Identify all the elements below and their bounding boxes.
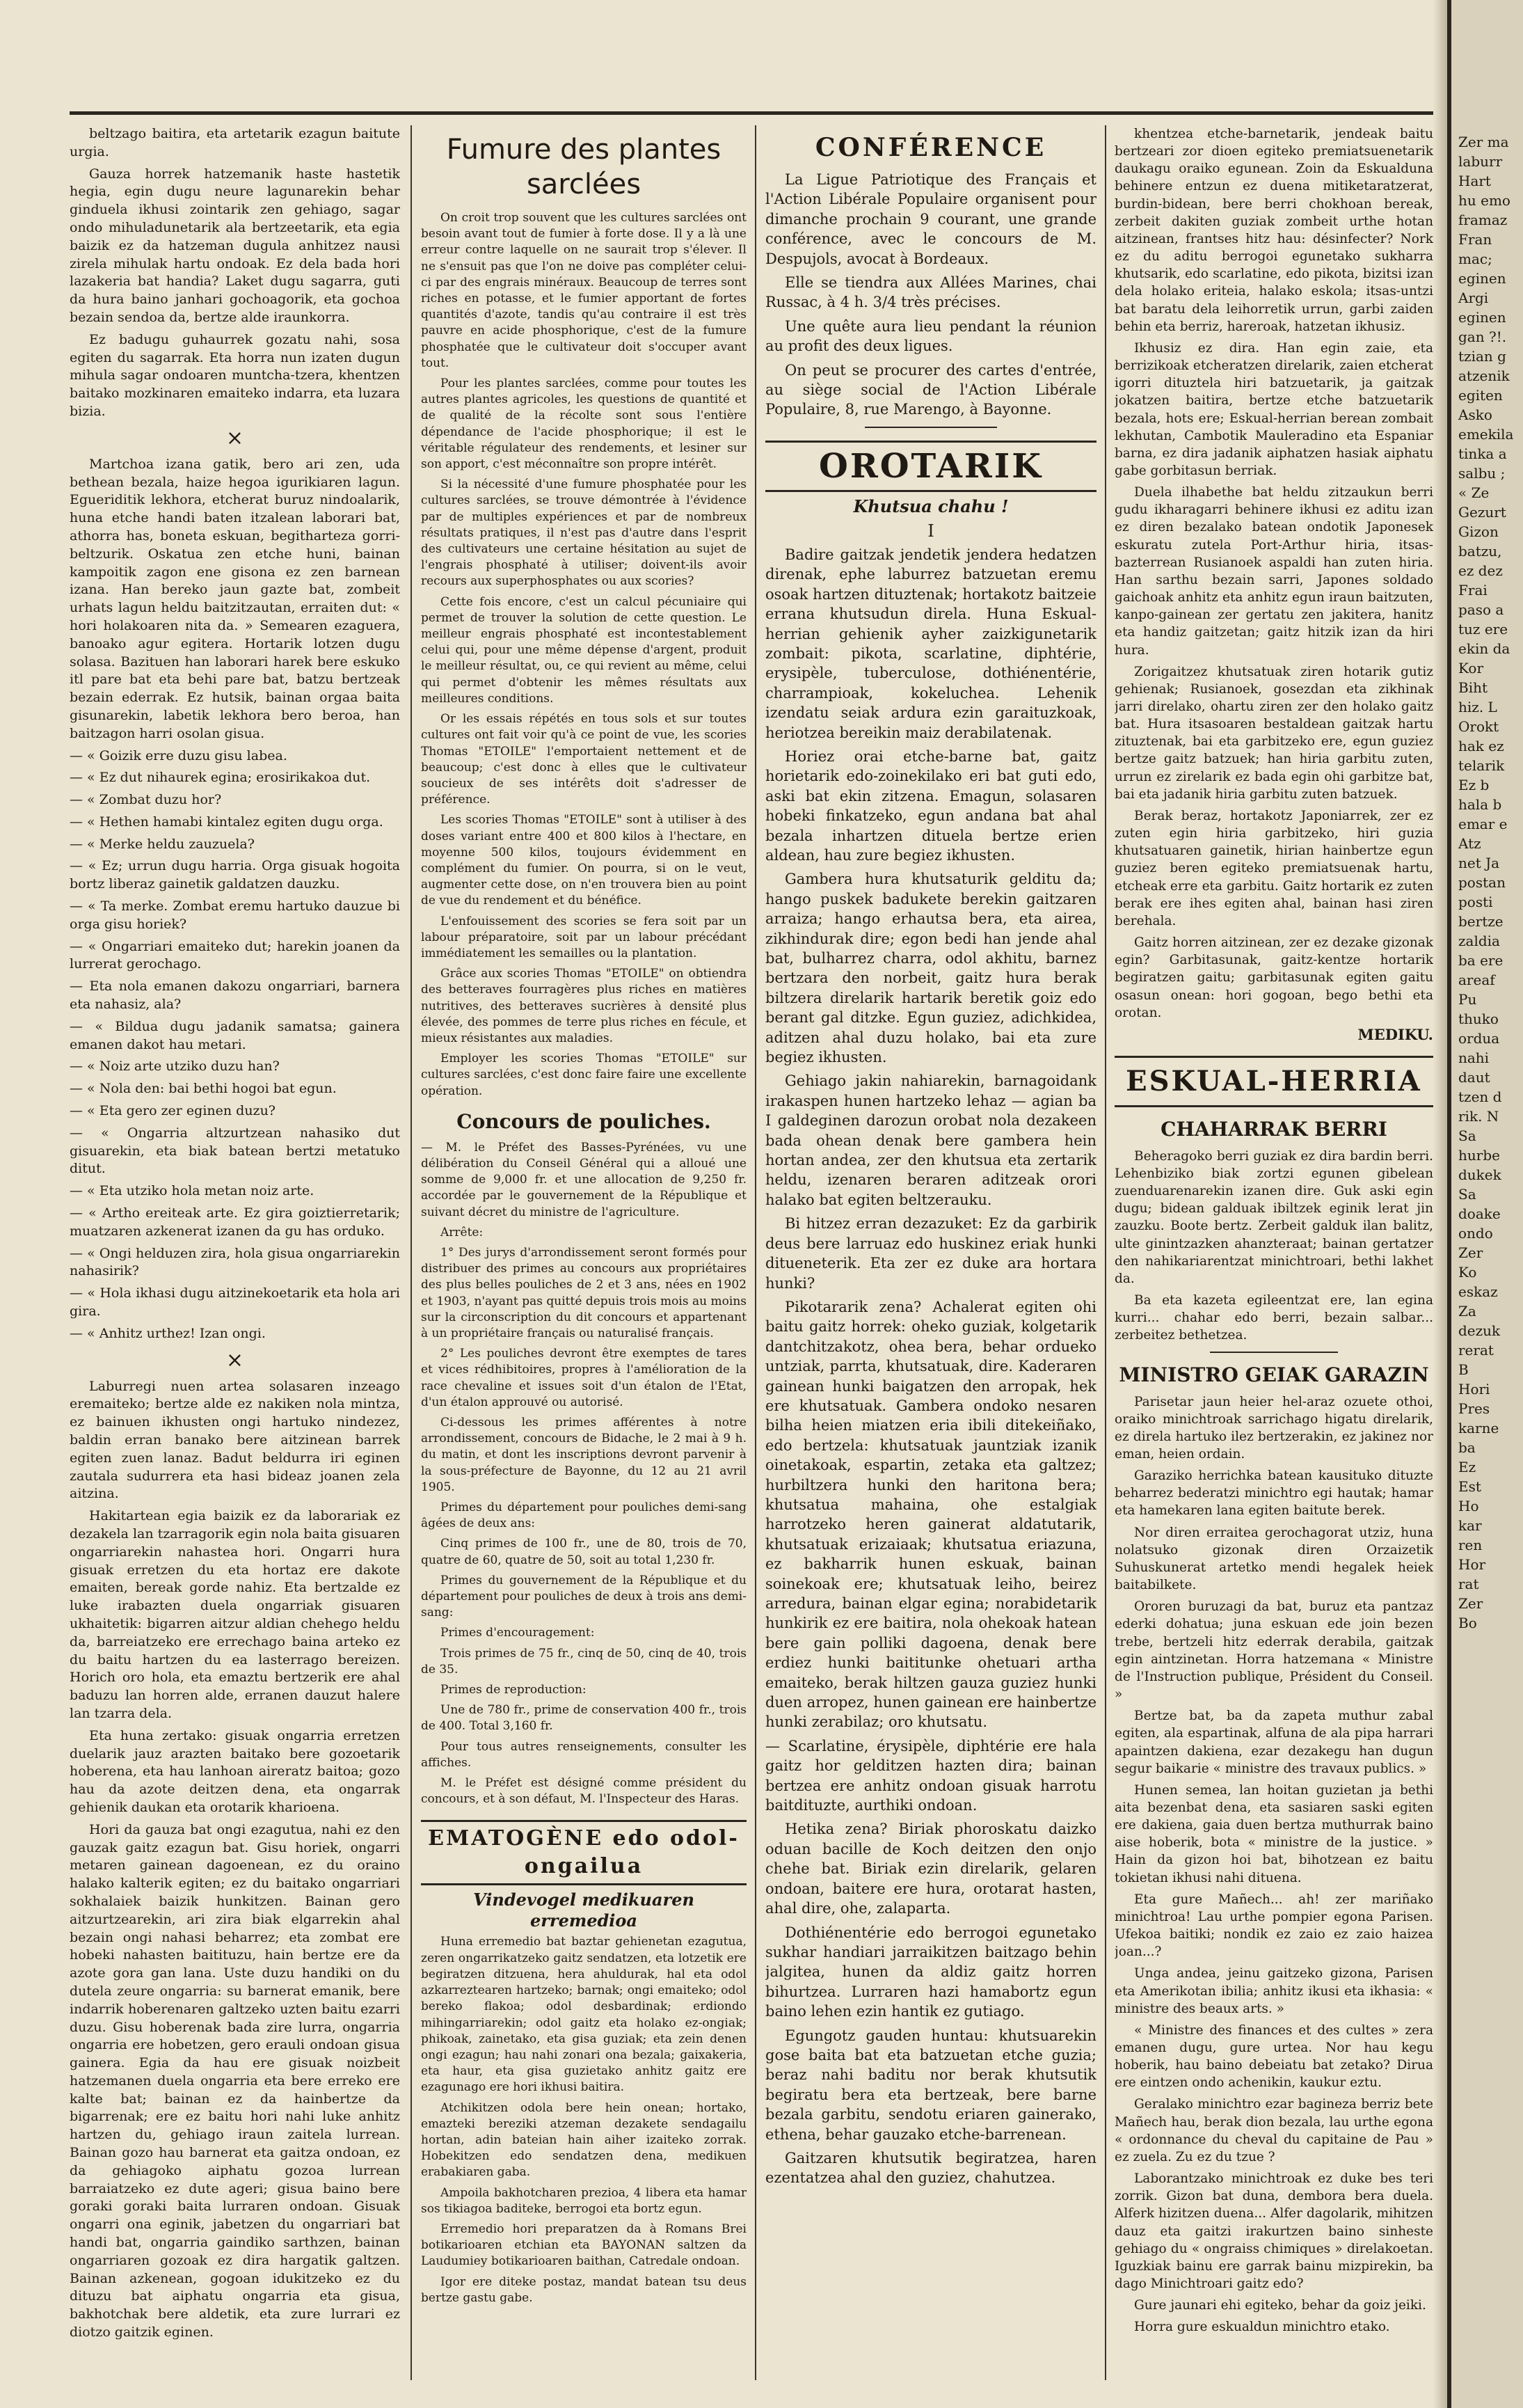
strip-line: kar — [1458, 1517, 1482, 1534]
strip-line: ba ere — [1458, 952, 1504, 969]
paragraph: La Ligue Patriotique des Français et l'Action Libérale Populaire organisent pour dimanche prochain 9 courant, une grande conférence, avec le concours de M. Despujols, avocat à Bordeaux. — [765, 171, 1097, 267]
strip-line: eginen — [1458, 270, 1506, 287]
paragraph: Gauza horrek hatzemanik haste hastetik hegia, egin dugu neure lagunarekin behar ginduela ikhusi zointarik zen gehiago, sagar ondo mihuladunetarik ala bertzeetarik, eta egia baizik ez da hatzeman dugula anhitzez nausi zirela mihulak hartu ondoak. Ez dela bada hori lazakeria bat handia? Laket dugu sagarra, guti da hura baino janhari gochoagorik, eta gochoa bezain sendoa da, bertze alde iraunkorra. — [70, 166, 400, 325]
strip-line: egiten — [1458, 387, 1503, 404]
strip-line: daut — [1458, 1069, 1490, 1086]
paragraph: Hunen semea, lan hoitan guzietan ja bethi aita bezenbat dena, eta sasiaren saski egiten ere dakiena, gaia duen bertza muthurrak baino aise hoberik, bota « ministre de la justice. » Hain da gizon hoi bat, bihotzean ez baitu tokietan ikhusi nahi dituena. — [1115, 1782, 1433, 1885]
column-separator — [410, 125, 412, 2380]
paragraph: On croit trop souvent que les cultures sarclées ont besoin avant tout de fumier à forte dose. Il y a là une erreur contre laquelle on ne saurait trop s'élever. Il ne s'ensuit pas que l'on ne doive pas compléter celui-ci par des engrais minéraux. Beaucoup de terres sont riches en potasse, et le fumier apportant de fortes quantités d'azote, tandis qu'au contraire il est très pauvre en acide phosphorique, c'est de la fumure phosphatée que le cultivateur doit s'occuper avant tout. — [421, 211, 747, 370]
strip-line: ekin da — [1458, 640, 1510, 657]
strip-line: eginen — [1458, 309, 1506, 326]
paragraph: — « Bildua dugu jadanik samatsa; gainera emanen dakot hau metari. — [70, 1018, 400, 1052]
strip-line: rik. N — [1458, 1108, 1499, 1125]
paragraph: Gaitz horren aitzinean, zer ez dezake gizonak egin? Garbitasunak, gaitz-kentze hortarik begiratzen gaitu; garbitasunak egiten gaitu osasun onean: hori gogoan, bego bethi eta orotan. — [1115, 935, 1433, 1020]
paragraph: Ci-dessous les primes afférentes à notre arrondissement, concours de Bidache, le 2 mai à 9 h. du matin, et dont les inscriptions devront parvenir à la sous-préfecture de Bayonne, du 12 au 21 avril 1905. — [421, 1416, 747, 1494]
paragraph: Trois primes de 75 fr., cinq de 50, cinq de 40, trois de 35. — [421, 1646, 747, 1677]
paragraph: Cinq primes de 100 fr., une de 80, trois de 70, quatre de 60, quatre de 50, soit au total 1,230 fr. — [421, 1537, 747, 1567]
strip-line: bertze — [1458, 913, 1504, 930]
column-separator — [1105, 125, 1106, 2380]
strip-line: Est — [1458, 1478, 1481, 1495]
paragraph: Parisetar jaun heier hel-araz ozuete othoi, oraiko minichtroak sarrichago higatu direlarik, ez direla hartuko ilez bertzerakin, ez jakinez nor eman, heien ordain. — [1115, 1394, 1433, 1462]
strip-line: emekila — [1458, 426, 1514, 443]
paragraph: — « Goizik erre duzu gisu labea. — [70, 747, 287, 763]
paragraph: — « Hola ikhasi dugu aitzinekoetarik eta hola ari gira. — [70, 1285, 400, 1320]
strip-line: Ho — [1458, 1498, 1479, 1514]
strip-line: laburr — [1458, 153, 1503, 170]
paragraph: — « Ez; urrun dugu harria. Orga gisuak hogoita bortz liberaz gainetik galdatzen dauzku. — [70, 858, 400, 892]
strip-line: Kor — [1458, 660, 1484, 676]
paragraph: — « Ongarria altzurtzean nahasiko dut gisuarekin, eta biak batean bertzi metatuko ditut. — [70, 1125, 400, 1177]
strip-line: Bo — [1458, 1615, 1477, 1631]
paragraph: khentzea etche-barnetarik, jendeak baitu bertzeari zor dioen egiteko premiatsuenetarik daukagu oraiko egunean. Zoin da Eskualduna behinere entzun ez duena mitiketaratzerat, burdin-bidean, bere berri chokhoan bereak, zerbeit dakiten guziak zombeit urthe hotan aitzinean, frantses hitz hau: désinfecter? Nork ez du aditu berrogoi egunetako sukharra khutsarik, edo scarlatine, edo pikota, bizitsi izan dela holako eriteia, halako eskola; itsas-untzi bat baratu dela leihorretik urrun, garbi zaiden behin eta berriz, hareroak, hatzetan ikhusiz. — [1115, 127, 1433, 334]
paragraph: Primes du département pour pouliches demi-sang âgées de deux ans: — [421, 1500, 747, 1531]
paragraph: Egungotz gauden huntau: khutsuarekin gose baita bat eta batzuetan etche guzia; beraz nahi baditu nor berak khutsutik begiratu bera eta bertzeak, bere barne bezala garbitu, sendotu eriaren gainerako, ethena, behar gauzako etche-barrenean. — [765, 2027, 1097, 2143]
paragraph: Bertze bat, ba da zapeta muthur zabal egiten, ala espartinak, alfuna de ala pipa harrari apaintzen dakiena, ezar dezakegu han dugun segur baikarie « ministre des travaux publics. » — [1115, 1709, 1433, 1776]
strip-line: dezuk — [1458, 1322, 1501, 1339]
paragraph: Bi hitzez erran dezazuket: Ez da garbirik deus bere larruaz edo huskinez eriak hunki ditueneterik. Eta zer ez duke ara hortara hunki? — [765, 1215, 1097, 1292]
strip-line: Hart — [1458, 173, 1491, 189]
strip-line: tinka a — [1458, 445, 1507, 462]
paragraph: — Scarlatine, érysipèle, diphtérie ere hala gaitz hor gelditzen hazten dira; bainan bertzea ere anhitz ondoan gisuak harrotu baitdituzte, aurthiki ondoan. — [765, 1737, 1097, 1814]
strip-line: areaf — [1458, 972, 1495, 988]
paragraph: Elle se tiendra aux Allées Marines, chai Russac, à 4 h. 3/4 très précises. — [765, 274, 1097, 311]
strip-line: ez dez — [1458, 562, 1503, 579]
paragraph: Laborantzako minichtroak ez duke bes teri zorrik. Gizon bat duna, dembora bera duela. Alferk hizitzen duena... Alfer dagolarik, mihitzen dauz eta gaitzi irakurtzen baino sinheste gehiago du « ongraiss chimiques » direlakoetan. Iguzkiak bainu ere garrak bainu mizpirekin, ba dago Minichtroari gaitz edo? — [1115, 2171, 1433, 2292]
strip-line: doake — [1458, 1205, 1501, 1222]
strip-line: hiz. L — [1458, 699, 1497, 715]
strip-line: telarik — [1458, 757, 1505, 774]
advert-subtitle: Vindevogel medikuaren erremedioa — [473, 1890, 694, 1931]
top-rule — [70, 111, 1433, 115]
strip-line: ordua — [1458, 1030, 1500, 1047]
strip-line: Za — [1458, 1303, 1476, 1320]
paragraph: — « Zombat duzu hor? — [70, 792, 222, 808]
paragraph: Pour les plantes sarclées, comme pour toutes les autres plantes agricoles, les questions de quantité et de qualité de la récolte sont sous l'entière dépendance de l'acide phosphorique; il est le véritable régulateur des rendements, et lesiner sur son apport, c'est méconnaître son propre intérêt. — [421, 377, 747, 472]
strip-line: dukek — [1458, 1166, 1501, 1183]
paragraph: Gehiago jakin nahiarekin, barnagoidank irakaspen hunen hartzeko lehaz — agian ba I galdeginen darozun orobat nola dezakeen bada ohean denak bere gambera hein hortan andea, zer den khutsua eta zertarik heldu, izenaren beraren aditzeak orori halako bat egiten beltzerauku. — [765, 1072, 1097, 1208]
paragraph: Igor ere diteke postaz, mandat batean tsu deus bertze gastu gabe. — [421, 2274, 747, 2305]
strip-line: Hor — [1458, 1556, 1486, 1573]
strip-line: Ko — [1458, 1264, 1477, 1281]
strip-line: salbu ; — [1458, 465, 1506, 482]
strip-line: Asko — [1458, 406, 1492, 423]
article-subtitle: Khutsua chahu ! — [853, 496, 1009, 516]
paragraph: Arrête: — [440, 1225, 484, 1239]
strip-line: net Ja — [1458, 855, 1500, 871]
strip-line: tzian g — [1458, 348, 1506, 365]
paragraph: 2° Les pouliches devront être exemptes de tares et vices rédhibitoires, propres à l'amélioration de la race chevaline et issues soit d'un étalon de l'Etat, d'un étalon approuvé ou autorisé. — [421, 1347, 747, 1409]
strip-line: batzu, — [1458, 543, 1502, 560]
strip-line: Ez b — [1458, 777, 1490, 793]
strip-line: paso a — [1458, 601, 1504, 618]
paragraph: — « Ez dut nihaurek egina; erosirikakoa dut. — [70, 770, 371, 786]
paragraph: Erremedio hori preparatzen da à Romans Brei botikarioaren etchian eta BAYONAN saltzen da Laudumiey botikarioaren baithan, Catredale ondoan. — [421, 2221, 747, 2269]
paragraph: — « Eta gero zer eginen duzu? — [70, 1103, 276, 1119]
divider — [1210, 1352, 1337, 1353]
paragraph: Employer les scories Thomas "ETOILE" sur cultures sarclées, c'est donc faire faire une excellente opération. — [421, 1052, 747, 1098]
paragraph: Beheragoko berri guziak ez dira bardin berri. Lehenbiziko biak zortzi egunen gibelean zuenduarenarekin izanen dire. Guk aski egin dugu; bidean galduak ibiltzek eginik lerat jin zauzku. Boote bertz. Zerbeit galduk ilan balitz, ulte ginintzazken ahanzteraat; bainan gertatzer den nahikariarentzat minichtroari, bethi lakhet da. — [1115, 1148, 1433, 1286]
signature: MEDIKU. — [1357, 1025, 1433, 1043]
strip-line: Biht — [1458, 679, 1488, 696]
paragraph: — « Ongarriari emaiteko dut; harekin joanen da lurrerat gerochago. — [70, 938, 400, 972]
section-heading: ESKUAL-HERRIA — [1115, 1056, 1433, 1107]
paragraph: Zorigaitzez khutsatuak ziren hotarik gutiz gehienak; Rusianoek, gosezdan eta zikhinak jarri direlako, ohartu ziren zer den holako gaitz bat. Hura itsasoaren bestaldean gaitzak hartu zituztenak, bai eta garbitzeko ere, egun guziez bertze gaitz batzuek; han hiria garbitu zuten, urrun ez zirelarik ez bada egin ohi garbitze bat, bai eta jadanik hiria garbitu zuten batzuek. — [1115, 664, 1433, 802]
section-heading: OROTARIK — [765, 441, 1097, 492]
paragraph: M. le Préfet est désigné comme président du concours, et à son défaut, M. l'Inspecteur des Haras. — [421, 1776, 747, 1807]
paragraph: — « Noiz arte utziko duzu han? — [70, 1059, 280, 1075]
paragraph: Les scories Thomas "ETOILE" sont à utiliser à des doses variant entre 400 et 800 kilos à l'hectare, en moyenne 500 kilos, toujours évidemment en complément du fumier. On pourra, si on le veut, augmenter cette dose, on n'en trouvera bien au point de vue du rendement et du bénéfice. — [421, 813, 747, 908]
article-number: I — [927, 521, 934, 541]
strip-line: posti — [1458, 894, 1493, 910]
paragraph: Primes du gouvernement de la République et du département pour pouliches de deux à trois ans demi-sang: — [421, 1573, 747, 1620]
strip-line: emar e — [1458, 816, 1508, 832]
strip-line: gan ?!. — [1458, 328, 1507, 345]
strip-line: Zer — [1458, 1244, 1483, 1261]
column-3 — [765, 125, 1097, 2380]
strip-line: Gezurt — [1458, 504, 1506, 521]
paragraph: — M. le Préfet des Basses-Pyrénées, vu une délibération du Conseil Général qui a alloué une somme de 9,000 fr. et une allocation de 9,250 fr. accordée par le gouvernement de la République et suivant décret du ministre de l'agriculture. — [421, 1140, 747, 1219]
paragraph: Eta huna zertako: gisuak ongarria erretzen duelarik jauz arazten baitako bere gozoetarik hoberena, eta hau lanhoan aireratz baitoa; gozo hau da azote deitzen dena, eta ongarrak gehienik daukan eta orotarik kharioena. — [70, 1727, 400, 1815]
paragraph: Atchikitzen odola bere hein onean; hortako, emazteki bereziki atzeman dezakete sendagailu hortan, adin bateian hain aiher izaiteko zorrak. Hobekitzen edo sendatzen dena, medikuen erabakiaren gaba. — [421, 2100, 747, 2180]
paragraph: Duela ilhabethe bat heldu zitzaukun berri gudu ikharagarri behinere ikhusi ez aditu izan ez diren bezalako batean ondotik Japonesek eskuratu zutela Port-Arthur hiria, itsas-bazterrean Rusianoek aspaldi han zuten hiria. Han sarthu bezain sarri, Japones soldado gaichoak anhitz eta anhitz egun iraun baitzuten, kanpo-gainean zer gertatu zen jakitera, hanitz eta handiz gaitzetan; gaitz hitzik izan da hiri hura. — [1115, 485, 1433, 658]
strip-line: B — [1458, 1361, 1469, 1378]
strip-line: rat — [1458, 1576, 1479, 1592]
paragraph: Badire gaitzak jendetik jendera hedatzen direnak, ephe laburrez batzuetan eremu osoak hartzen dituztenak; hortakotz baitzeie errana khutsudun direla. Huna Eskual-herrian gehienik ayher zaizkigunetarik zombait: pikota, scarlatine, diphtérie, erysipèle, tuberculose, dothiénentérie, charrampioak, kokeluchea. Lehenik izendatu seiak ardura ezin garaituzkoak, heriotzea bereikin maiz derabilatenak. — [765, 546, 1097, 741]
strip-line: Pres — [1458, 1400, 1490, 1417]
paragraph: Ba eta kazeta egileentzat ere, lan egina kurri... chahar edo berri, bezain salbar... zerbeitez bethetzea. — [1115, 1293, 1433, 1343]
paragraph: — « Hethen hamabi kintalez egiten dugu orga. — [70, 814, 383, 830]
strip-line: mac; — [1458, 251, 1492, 267]
strip-line: tuz ere — [1458, 621, 1508, 637]
paragraph: — « Ongi helduzen zira, hola gisua ongarriarekin nahasirik? — [70, 1245, 400, 1279]
strip-line: tzen d — [1458, 1088, 1502, 1105]
paragraph: — « Artho ereiteak arte. Ez gira goiztierretarik; muatzaren azkenerat izanen da gu has orduko. — [70, 1205, 400, 1239]
strip-line: eskaz — [1458, 1283, 1498, 1300]
paragraph: Martchoa izana gatik, bero ari zen, uda bethean bezala, haize hegoa igurikiaren lagun. Egueriditik lekhora, etcherat buruz nindoalarik, huna etche handi baten itzalean laborari bat, athorra has, boneta eskuan, begitharteza gorri-beltzurik. Oskatua zen etche huni, bainan kampoitik zagon ene gisona ez zen barnean izana. Han bereko jaun gazte bat, zombeit urhats lagun heldu baitzitzautan, erraiten dut: « hori holakoaren nita da. » Semearen ezaguera, banoako agur egitera. Hortarik lotzen dugu solasa. Bazituen han laborari harek bere eskuko itl pare bat eta behi pare bat, batzu bertzeak bezain ederrak. Ez hutsik, bainan orgaa baita gisunarekin, labetik lekhora bero beroa, han baitzagon harri osolan gisua. — [70, 456, 400, 741]
column-4 — [1115, 125, 1433, 2380]
paragraph: Cette fois encore, c'est un calcul pécuniaire qui permet de trouver la solution de cette question. Le meilleur engrais phosphaté est incontestablement celui qui, pour une même dépense d'argent, produit le meilleur résultat, ou, ce qui revient au même, celui qui permet d'obtenir les mêmes résultats aux meilleures conditions. — [421, 594, 747, 706]
paragraph: Gure jaunari ehi egiteko, behar da goiz jeiki. — [1134, 2298, 1426, 2313]
paragraph: Eta gure Mañech... ah! zer mariñako minichtroa! Lau urthe pompier egona Parisen. Ufekoa baitiki; nondik ez zaio ez zaio haizea joan...? — [1115, 1892, 1433, 1960]
paragraph: Nor diren erraitea gerochagorat utziz, huna nolatsuko gizonak diren Orzaizetik Suhuskunerat artetko mendi hegalek heiek baitabilkete. — [1115, 1525, 1433, 1593]
strip-line: Sa — [1458, 1186, 1476, 1203]
paragraph: Ikhusiz ez dira. Han egin zaie, eta berrizikoak etcheratzen direlarik, zaien etcherat igorri dituztela hiri batzuetarik, ja gaitzak jokatzen baitira, bertze etche batzuetarik bezala, hots ere; Eskual-herrian berean zombait lekhutan, Cambotik Mauleradino eta Espaniar barna, ez dira jadanik aiphatzen hasiak aiphatu gabe gorbitasun berriak. — [1115, 340, 1433, 478]
strip-line: hurbe — [1458, 1147, 1500, 1164]
paragraph: Ampoila bakhotcharen prezioa, 4 libera eta hamar sos tikiagoa baditeke, berrogoi eta bortz egun. — [421, 2185, 747, 2216]
strip-line: Ez — [1458, 1459, 1476, 1475]
paragraph: Gaitzaren khutsutik begiratzea, haren ezentatzea ahal den guziez, chahutzea. — [765, 2149, 1097, 2187]
column-1 — [70, 125, 400, 2380]
strip-line: rerat — [1458, 1342, 1494, 1359]
page-fold — [1433, 0, 1447, 2408]
paragraph: — « Nola den: bai bethi hogoi bat egun. — [70, 1081, 337, 1097]
strip-line: Hori — [1458, 1381, 1490, 1397]
paragraph: Unga andea, jeinu gaitzeko gizona, Parisen eta Amerikotan ibilia; anhitz ikusi eta ikhasia: « ministre des beaux arts. » — [1115, 1966, 1433, 2016]
paragraph: Geralako minichtro ezar bagineza berriz bete Mañech hau, berak dion bezala, lau urthe egona « ordonnance du cheval du capitaine de Pau » ez zuela. Zu ez du tzue ? — [1115, 2097, 1433, 2164]
paragraph: beltzago baitira, eta artetarik ezagun baitute urgia. — [70, 126, 400, 159]
section-separator: × — [225, 425, 244, 450]
divider — [865, 427, 997, 428]
strip-line: Gizon — [1458, 523, 1499, 540]
strip-line: framaz — [1458, 212, 1508, 228]
strip-line: karne — [1458, 1420, 1499, 1436]
column-separator — [755, 125, 756, 2380]
strip-line: thuko — [1458, 1011, 1499, 1027]
strip-line: Fran — [1458, 231, 1492, 248]
strip-line: hu emo — [1458, 192, 1510, 209]
paragraph: Berak beraz, hortakotz Japoniarrek, zer ez zuten egin hiria garbitzeko, hiri guzia khutsatuaren gainetik, hirian hainbertze egun guziez beren egiteko premiatsuenak hartu, etcheak erre eta garbitu. Gaitz hortarik ez zuten berak ere ihes egiten ahal, bainan hasi ziren berehala. — [1115, 808, 1433, 928]
strip-line: Frai — [1458, 582, 1488, 599]
paragraph: — Eta nola emanen dakozu ongarriari, barnera eta nahasiz, ala? — [70, 979, 400, 1013]
paragraph: Si la nécessité d'une fumure phosphatée pour les cultures sarclées, se trouve démontrée à l'évidence par de multiples expériences et par de nombreux résultats pratiques, il n'est pas d'autre dans l'esprit des cultivateurs une certaine hésitation au sujet de l'engrais phosphaté à utiliser; doivent-ils avoir recours aux superphosphates ou aux scories? — [421, 477, 747, 589]
section-separator: × — [225, 1347, 244, 1372]
paragraph: Pour tous autres renseignements, consulter les affiches. — [421, 1739, 747, 1770]
section-heading: Concours de pouliches. — [456, 1109, 711, 1133]
paragraph: Une quête aura lieu pendant la réunion au profit des deux ligues. — [765, 317, 1097, 355]
paragraph: L'enfouissement des scories se fera soit par un labour préparatoire, soit par un labour précédant immédiatement les semailles ou la plantation. — [421, 914, 747, 960]
strip-line: hala b — [1458, 796, 1502, 813]
paragraph: Hakitartean egia baizik ez da laborariak ez dezakela lan tzarragorik egin nola baita gisuaren ongarriarekin nahastea hori. Ongarri hura gisuak erretzen du eta hortaz ere dakote emaiten, bereak gorde nahiz. Eta bertzalde ez luke irabazten duela ongarriak gisuaren ukhaitetik: bigarren aitzur aldian chehego heldu da, barreiatzeko ere errechago baina arteko ez du baitu hartzen du ea lasterrago bereizen. Horich oro hola, eta emaztu bertzerik ere ahal baduzu lan horren alde, erranen dauzut halere lan tzarra dela. — [70, 1508, 400, 1721]
paragraph: Huna erremedio bat baztar gehienetan ezagutua, zeren ongarrikatzeko gaitz sendatzen, eta lotzetik ere begiratzen ditzuena, hera ahuldurak, hal eta odol azkarreztearen hartzeko; barnak; ongi emaiteko; odol bereko flakoa; odol desbardinak; erdiondo mihingarriarekin; odol gaitz eta holako ez-ongiak; phikoak, zainetako, eta gisa guziak; eta zein denen ongi ezagun; hau nahi zonari ona bezala; gaixakeria, eta haur, eta gisa guzietako anhitz gaitz ere ezagunago ere hori ikhusi baitira. — [421, 1935, 747, 2095]
paragraph: Ororen buruzagi da bat, buruz eta pantzaz ederki dohatua; juna eskuan ede join bezen trebe, bertzeli hitz ederrak derabila, gaitzak egin aintzinetan. Horra hatzemana « Ministre de l'Instruction publique, Président du Conseil. » — [1115, 1599, 1433, 1702]
strip-line: ba — [1458, 1439, 1476, 1456]
paragraph: Dothiénentérie edo berrogoi egunetako sukhar handiari jarraikitzen baitzago behin jalgitea, hunen da aldiz gaitz horren bihurtzea. Lurraren hazi hamabortz egun baino lehen ezin hantik ez gutiago. — [765, 1924, 1097, 2020]
strip-line: Sa — [1458, 1127, 1476, 1144]
strip-line: ondo — [1458, 1225, 1493, 1242]
paragraph: — « Ta merke. Zombat eremu hartuko dauzue bi orga gisu horiek? — [70, 898, 400, 932]
strip-line: Atz — [1458, 835, 1481, 852]
paragraph: Hori da gauza bat ongi ezagutua, nahi ez den gauzak gaitz ezagun bat. Gisu horiek, ongarri metaren gainean dagoenean, ez du oraino halako kalterik egiten; ez du baitako ongarriari sokhalaiek baizik hunkitzen. Bainan gero aitzurtzearekin, ari zira biak elgarrekin ahal bezain ongi nahasi beharrez; eta zombat ere hobeki nahasten baitituzu, hain bertze ere da azote gora gan lana. Uste duzu handiki on du dutela zeure ongarria: su barnerat emanik, bere indarrik hoberenaren galtzeko uzten baitu ezarri duzu. Gisu hoberenak bada zire lurra, ongarria ongarria ere hobetzen, gero erauli ondoan gisua gainera. Egia da hau ere gisuak noizbeit hatzemanen duela ongarria eta bere erreko ere kalte bat; bainan ez da hainbertze da bigarrenak; ere ez baitu hori nahi luke anhitz hartzen du, gehiago iraun zaitela lurrean. Bainan gozo hau barnerat eta gaitza ondoan, ez da gehiagoko aiphatu gozoa lurrean barraiatzeko ez dute ageri; gisua baino bere goraki goraki baita lurraren ondoan. Gisuak ongarri ona eginik, jabetzen du ongarriari bat handi bat, ongarria gaindiko sarthzen, bainan ongarriaren gozoak ez dira hargatik galtzen. Bainan azkenean, gogoan idukitzeko ez du dituzu bat aiphatu ongarria eta gisua, bakhotchak bere aldetik, eta zure lurrari ez diotzo gaitzik eginen. — [70, 1821, 400, 2340]
article-title: MINISTRO GEIAK GARAZIN — [1119, 1363, 1429, 1386]
paragraph: « Ministre des finances et des cultes » zera emanen dugu, gure urtea. Nor hau kegu hoberik, hau baino debeiatu bat zetako? Dirua ere eintzen ondo achenikin, kaukur eztu. — [1115, 2022, 1433, 2091]
strip-line: « Ze — [1458, 484, 1490, 501]
strip-line: zaldia — [1458, 933, 1500, 949]
strip-line: hak ez — [1458, 738, 1504, 754]
strip-line: nahi — [1458, 1049, 1490, 1066]
paragraph: Primes d'encouragement: — [440, 1626, 595, 1640]
paragraph: Horiez orai etche-barne bat, gaitz horietarik edo-zoinekilako eri bat guti edo, aski bat ekin zitzena. Emagun, solasaren hobeki finkatzeko, egun andana bat ahal bezala inhartzen dituela bertze erien aldean, hau zure begiez ikhusten. — [765, 747, 1097, 864]
paragraph: 1° Des jurys d'arrondissement seront formés pour distribuer des primes au concours aux propriétaires des plus belles pouliches de 2 et 3 ans, nées en 1902 et 1903, n'ayant pas quitté depuis trois mois au moins sur la circonscription du dit concours et appartenant à un propriétaire français ou naturalisé français. — [421, 1245, 747, 1340]
strip-line: postan — [1458, 874, 1506, 891]
paragraph: Or les essais répétés en tous sols et sur toutes cultures ont fait voir qu'à ce point de vue, les scories Thomas "ETOILE" l'emportaient nettement et de beaucoup; c'est donc à elles que le cultivateur soucieux de ses intérêts doit s'adresser de préférence. — [421, 712, 747, 807]
paragraph: — « Anhitz urthez! Izan ongi. — [70, 1325, 266, 1341]
strip-line: Zer ma — [1458, 134, 1509, 150]
section-heading: CONFÉRENCE — [815, 133, 1047, 162]
column-2 — [421, 125, 747, 2380]
paragraph: Laburregi nuen artea solasaren inzeago eremaiteko; bertze alde ez nakiken nola mintza, ez bainuen ikhusten ongi hartuko nindezez, baldin erran banako bere aitzinean barrek egiten zuen lanaz. Badut beldurra iri eginen zautala sudurrera eta hasi bideaz joanen zela aitzina. — [70, 1378, 400, 1502]
paragraph: Horra gure eskualdun minichtro etako. — [1134, 2320, 1390, 2335]
paragraph: Garaziko herrichka batean kausituko dituzte beharrez bederatzi minichtro egi hautak; hamar eta hamekaren lana egiten baitute berek. — [1115, 1468, 1433, 1519]
adjacent-page-strip — [1447, 0, 1523, 2408]
paragraph: — « Eta utziko hola metan noiz arte. — [70, 1183, 314, 1199]
paragraph: Gambera hura khutsaturik gelditu da; hango puskek badukete berekin gaitzaren arraiza; hango erhautsa bera, eta airea, zikhindurak dire; egon bedi han jende ahal bat, bulharrez charra, odol akhitu, barnez bertzara den norbeit, gaitz hura berak biltzera direlarik hartarik beretik goiz edo berant gal ditzke. Egun guziez, adichkidea, aditzen ahal duzu holako, bai eta zure begiez ikhusten. — [765, 871, 1097, 1066]
paragraph: Une de 780 fr., prime de conservation 400 fr., trois de 400. Total 3,160 fr. — [421, 1703, 747, 1734]
paragraph: Pikotararik zena? Achalerat egiten ohi baitu gaitz horrek: oheko guziak, kolgetarik dantchitzakotz, ohea bera, behar ordueko untziak, parrta, khutsatuak, dire. Kaderaren gainean hunki baigatzen den arropak, hek ere khutsatuak. Gambera ondoko nesaren bilha heien miatzen eria ibili ditekeiñako, edo bertzela: khutsatuak jauntziak izanik oinetakoak, espartin, zetaka eta galtzez; hurbiltzera hunki den haritona bera; khutsatua mahaina, ohe estalgiak harrotzeko heren gainerat aldatutarik, khutsatuak erizaiaak; khutsatua eriazuna, ez bakharrik hunen eskuak, bainan soinekoak ere; khutsatuak leiho, beirez arredura, bainan elgar egina; norabidetarik hunkirik ez ere baitira, nola ohekoak hatean bere gain polliki dagoena, denak bere erdiez hunki baititunke ohetuari artha emaiteko, berak hiltzen gauza guziez hunki duen arropez, hunen gainean ere hainbertze hunki zerabilaz; oro khutsatu. — [765, 1298, 1097, 1731]
advert-title: EMATOGÈNE edo odol-ongailua — [421, 1820, 747, 1885]
article-title: CHAHARRAK BERRI — [1161, 1117, 1387, 1141]
strip-line: atzenik — [1458, 367, 1510, 384]
paragraph: Hetika zena? Biriak phoroskatu daizko oduan bacille de Koch deitzen den onjo chehe bat. Biriak ezin direlarik, gelaren ondoan, baitere ere hura, orotarat hasten, ahal dire, ohe, zalaparta. — [765, 1821, 1097, 1917]
paragraph: Primes de reproduction: — [440, 1683, 587, 1697]
strip-line: Orokt — [1458, 718, 1499, 735]
strip-line: Argi — [1458, 290, 1489, 306]
paragraph: Grâce aux scories Thomas "ETOILE" on obtiendra des betteraves fourragères plus riches en matières nutritives, des betteraves sucrières à densité plus élevée, des pommes de terre plus riches en fécule, et mieux résistantes aux maladies. — [421, 967, 747, 1045]
strip-line: Zer — [1458, 1595, 1483, 1612]
strip-line: Pu — [1458, 991, 1477, 1008]
article-title: Fumure des plantes sarclées — [446, 134, 721, 200]
strip-line: ren — [1458, 1537, 1483, 1553]
paragraph: Ez badugu guhaurrek gozatu nahi, sosa egiten du sagarrak. Eta horra nun izaten dugun mihula sagar ondoaren muntcha-tzera, khentzen baitako mozkinaren emaiteko indarra, eta luzara bizia. — [70, 331, 400, 419]
paragraph: On peut se procurer des cartes d'entrée, au siège social de l'Action Libérale Populaire, 8, rue Marengo, à Bayonne. — [765, 361, 1097, 418]
paragraph: — « Merke heldu zauzuela? — [70, 836, 255, 852]
